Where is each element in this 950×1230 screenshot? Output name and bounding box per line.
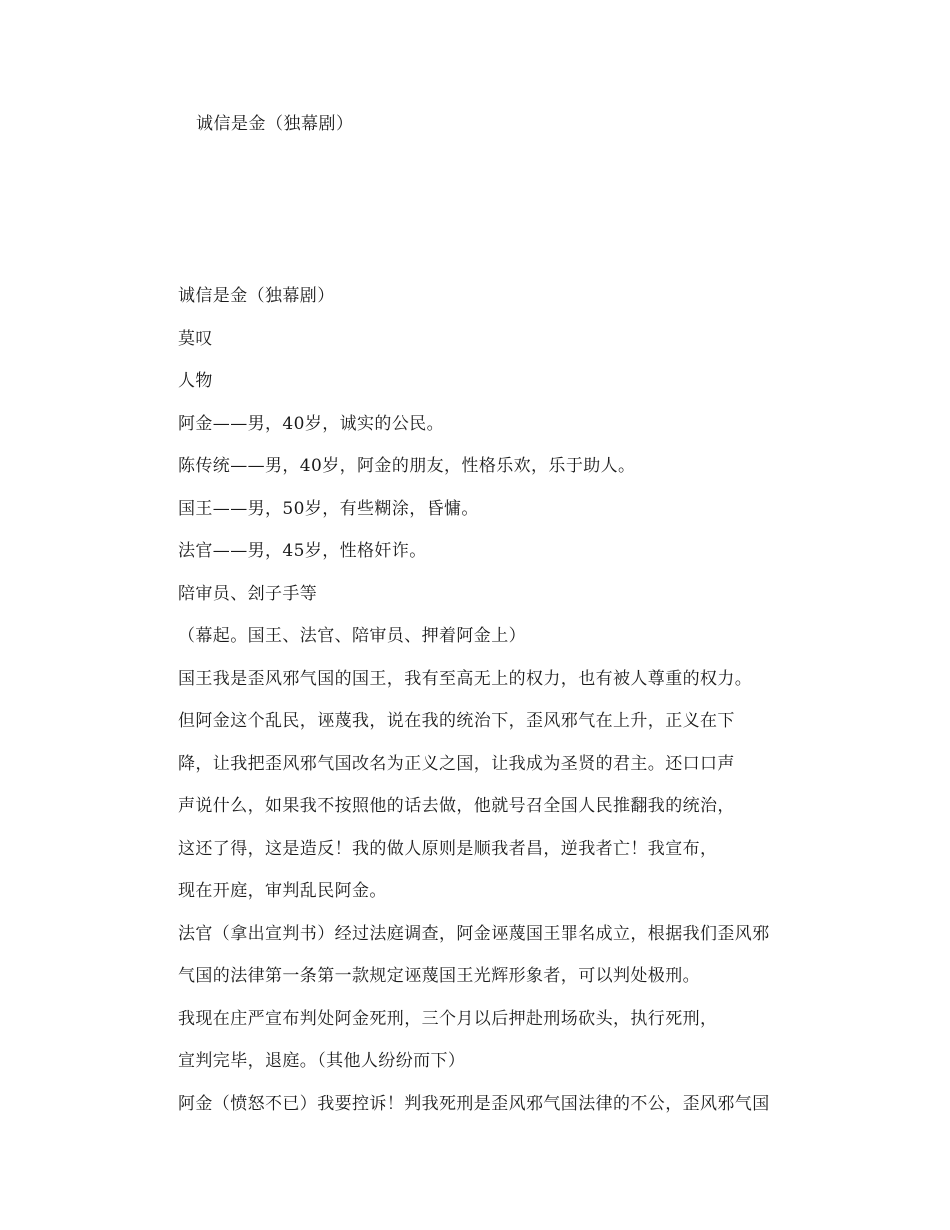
text-line: 莫叹	[178, 328, 213, 349]
text-line: 国王——男，50岁，有些糊涂，昏慵。	[178, 498, 479, 519]
text-line: 人物	[178, 371, 213, 391]
text-line: 国王我是歪风邪气国的国王，我有至高无上的权力，也有被人尊重的权力。	[178, 668, 753, 689]
text-line: 但阿金这个乱民，诬蔑我，说在我的统治下，歪风邪气在上升，正义在下	[178, 711, 735, 731]
text-line: 陈传统——男，40岁，阿金的朋友，性格乐欢，乐于助人。	[178, 456, 636, 476]
text-line: 宣判完毕，退庭。（其他人纷纷而下）	[178, 1051, 466, 1071]
text-line: 阿金（愤怒不已）我要控诉！判我死刑是歪风邪气国法律的不公，歪风邪气国	[178, 1093, 770, 1114]
text-line: 阿金——男，40岁，诚实的公民。	[178, 413, 445, 434]
page-header-title: 诚信是金（独幕剧）	[196, 114, 354, 134]
document-body	[178, 280, 828, 1130]
text-line: （幕起。国王、法官、陪审员、押着阿金上）	[178, 626, 526, 646]
text-line: 法官（拿出宣判书）经过法庭调查，阿金诬蔑国王罪名成立，根据我们歪风邪	[178, 923, 770, 944]
text-line: 降，让我把歪风邪气国改名为正义之国，让我成为圣贤的君主。还口口声	[178, 753, 735, 774]
text-line: 气国的法律第一条第一款规定诬蔑国王光辉形象者，可以判处极刑。	[178, 966, 700, 986]
text-line: 这还了得，这是造反！我的做人原则是顺我者昌，逆我者亡！我宣布，	[178, 838, 718, 859]
text-line: 陪审员、刽子手等	[178, 583, 318, 604]
text-line: 法官——男，45岁，性格奸诈。	[178, 541, 427, 561]
text-line: 声说什么，如果我不按照他的话去做，他就号召全国人民推翻我的统治，	[178, 796, 735, 816]
text-line: 现在开庭，审判乱民阿金。	[178, 881, 387, 901]
text-line: 诚信是金（独幕剧）	[178, 286, 335, 306]
text-line: 我现在庄严宣布判处阿金死刑，三个月以后押赴刑场砍头，执行死刑，	[178, 1008, 718, 1029]
